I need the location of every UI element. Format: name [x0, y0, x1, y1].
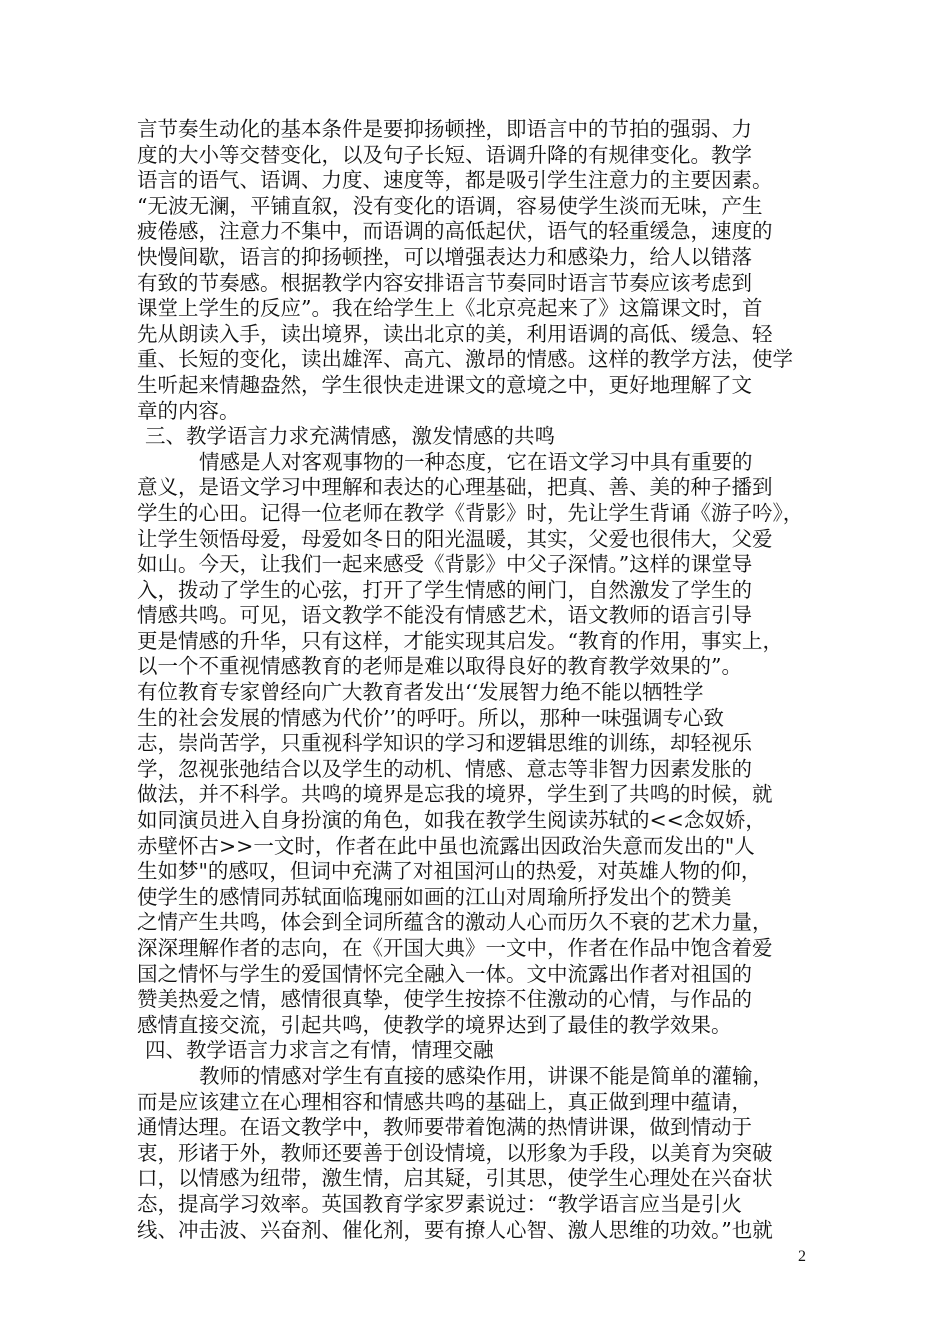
text-line: 学，忽视张弛结合以及学生的动机、情感、意志等非智力因素发胀的: [137, 756, 752, 781]
text-line: 而是应该建立在心理相容和情感共鸣的基础上，真正做到理中蕴请，: [137, 1089, 752, 1114]
text-line: 赞美热爱之情，感情很真挚，使学生按捺不住激动的心情，与作品的: [137, 987, 752, 1012]
section-heading: 三、教学语言力求充满情感，激发情感的共鸣: [145, 424, 555, 449]
text-line: 让学生领悟母爱，母爱如冬日的阳光温暖，其实，父爱也很伟大，父爱: [137, 526, 773, 551]
text-line: 口，以情感为纽带，激生情，启其疑，引其思，使学生心理处在兴奋状: [137, 1166, 773, 1191]
text-line: 有致的节奏感。根据教学内容安排语言节奏同时语言节奏应该考虑到: [137, 270, 752, 295]
text-line: 以一个不重视情感教育的老师是难以取得良好的教育教学效果的”。: [137, 654, 742, 679]
text-line: 线、冲击波、兴奋剂、催化剂，要有撩人心智、激人思维的功效。”也就: [137, 1217, 773, 1242]
text-line: 衷，形诸于外，教师还要善于创设情境，以形象为手段，以美育为突破: [137, 1140, 773, 1165]
text-line: 做法，并不科学。共鸣的境界是忘我的境界，学生到了共鸣的时候，就: [137, 782, 773, 807]
text-line: 通情达理。在语文教学中，教师要带着饱满的热情讲课，做到情动于: [137, 1115, 752, 1140]
text-line: 课堂上学生的反应”。我在给学生上《北京亮起来了》这篇课文时，首: [137, 296, 763, 321]
text-line: 疲倦感，注意力不集中，而语调的高低起伏，语气的轻重缓急，速度的: [137, 219, 773, 244]
text-line: 赤壁怀古>>一文时，作者在此中虽也流露出因政治失意而发出的"人: [137, 833, 755, 858]
text-line: 更是情感的升华，只有这样，才能实现其启发。“教育的作用，事实上，: [137, 628, 783, 653]
text-line: 情感共鸣。可见，语文教学不能没有情感艺术，语文教师的语言引导: [137, 603, 752, 628]
text-line: 生听起来情趣盎然，学生很快走进课文的意境之中，更好地理解了文: [137, 372, 752, 397]
text-line: 如山。今天，让我们一起来感受《背影》中父子深情。”这样的课堂导: [137, 552, 753, 577]
text-line: 先从朗读入手，读出境界，读出北京的美，利用语调的高低、缓急、轻: [137, 321, 773, 346]
text-line: 有位教育专家曾经向广大教育者发出‘‘发展智力绝不能以牺牲学: [137, 680, 704, 705]
text-line: 重、长短的变化，读出雄浑、高亢、激昂的情感。这样的教学方法，使学: [137, 347, 793, 372]
text-line: 教师的情感对学生有直接的感染作用，讲课不能是简单的灌输，: [199, 1063, 773, 1088]
text-line: 言节奏生动化的基本条件是要抑扬顿挫，即语言中的节拍的强弱、力: [137, 117, 752, 141]
body-text: [137, 117, 813, 1243]
text-line: 章的内容。: [137, 398, 240, 423]
text-line: 之情产生共鸣，体会到全词所蕴含的激动人心而历久不衰的艺术力量，: [137, 910, 773, 935]
text-line: 学生的心田。记得一位老师在教学《背影》时，先让学生背诵《游子吟》，: [137, 500, 804, 525]
text-line: 国之情怀与学生的爱国情怀完全融入一体。文中流露出作者对祖国的: [137, 961, 752, 986]
page-number: 2: [798, 1248, 806, 1265]
section-heading: 四、教学语言力求言之有情，情理交融: [145, 1038, 494, 1063]
text-line: 使学生的感情同苏轼面临瑰丽如画的江山对周瑜所抒发出个的赞美: [137, 884, 732, 909]
text-line: 志，崇尚苦学，只重视科学知识的学习和逻辑思维的训练，却轻视乐: [137, 731, 752, 756]
text-line: 入，拨动了学生的心弦，打开了学生情感的闸门，自然激发了学生的: [137, 577, 752, 602]
text-line: 语言的语气、语调、力度、速度等，都是吸引学生注意力的主要因素。: [137, 168, 773, 193]
text-line: 生如梦"的感叹，但词中充满了对祖国河山的热爱，对英雄人物的仰，: [137, 859, 762, 884]
text-line: 如同演员进入自身扮演的角色，如我在教学生阅读苏轼的<<念奴娇，: [137, 808, 766, 833]
text-line: 快慢间歇，语言的抑扬顿挫，可以增强表达力和感染力，给人以错落: [137, 244, 752, 269]
text-line: 度的大小等交替变化，以及句子长短、语调升降的有规律变化。教学: [137, 142, 752, 167]
text-line: 情感是人对客观事物的一种态度，它在语文学习中具有重要的: [199, 449, 753, 474]
text-line: 意义，是语文学习中理解和表达的心理基础，把真、善、美的种子播到: [137, 475, 773, 500]
text-line: 深深理解作者的志向，在《开国大典》一文中，作者在作品中饱含着爱: [137, 936, 773, 960]
text-line: “无波无澜，平铺直叙，没有变化的语调，容易使学生淡而无味，产生: [137, 193, 763, 218]
text-line: 生的社会发展的情感为代价’’的呼吁。所以，那种一味强调专心致: [137, 705, 725, 730]
text-line: 态，提高学习效率。英国教育学家罗素说过：“教学语言应当是引火: [137, 1191, 742, 1216]
text-line: 感情直接交流，引起共鸣，使教学的境界达到了最佳的教学效果。: [137, 1012, 732, 1037]
